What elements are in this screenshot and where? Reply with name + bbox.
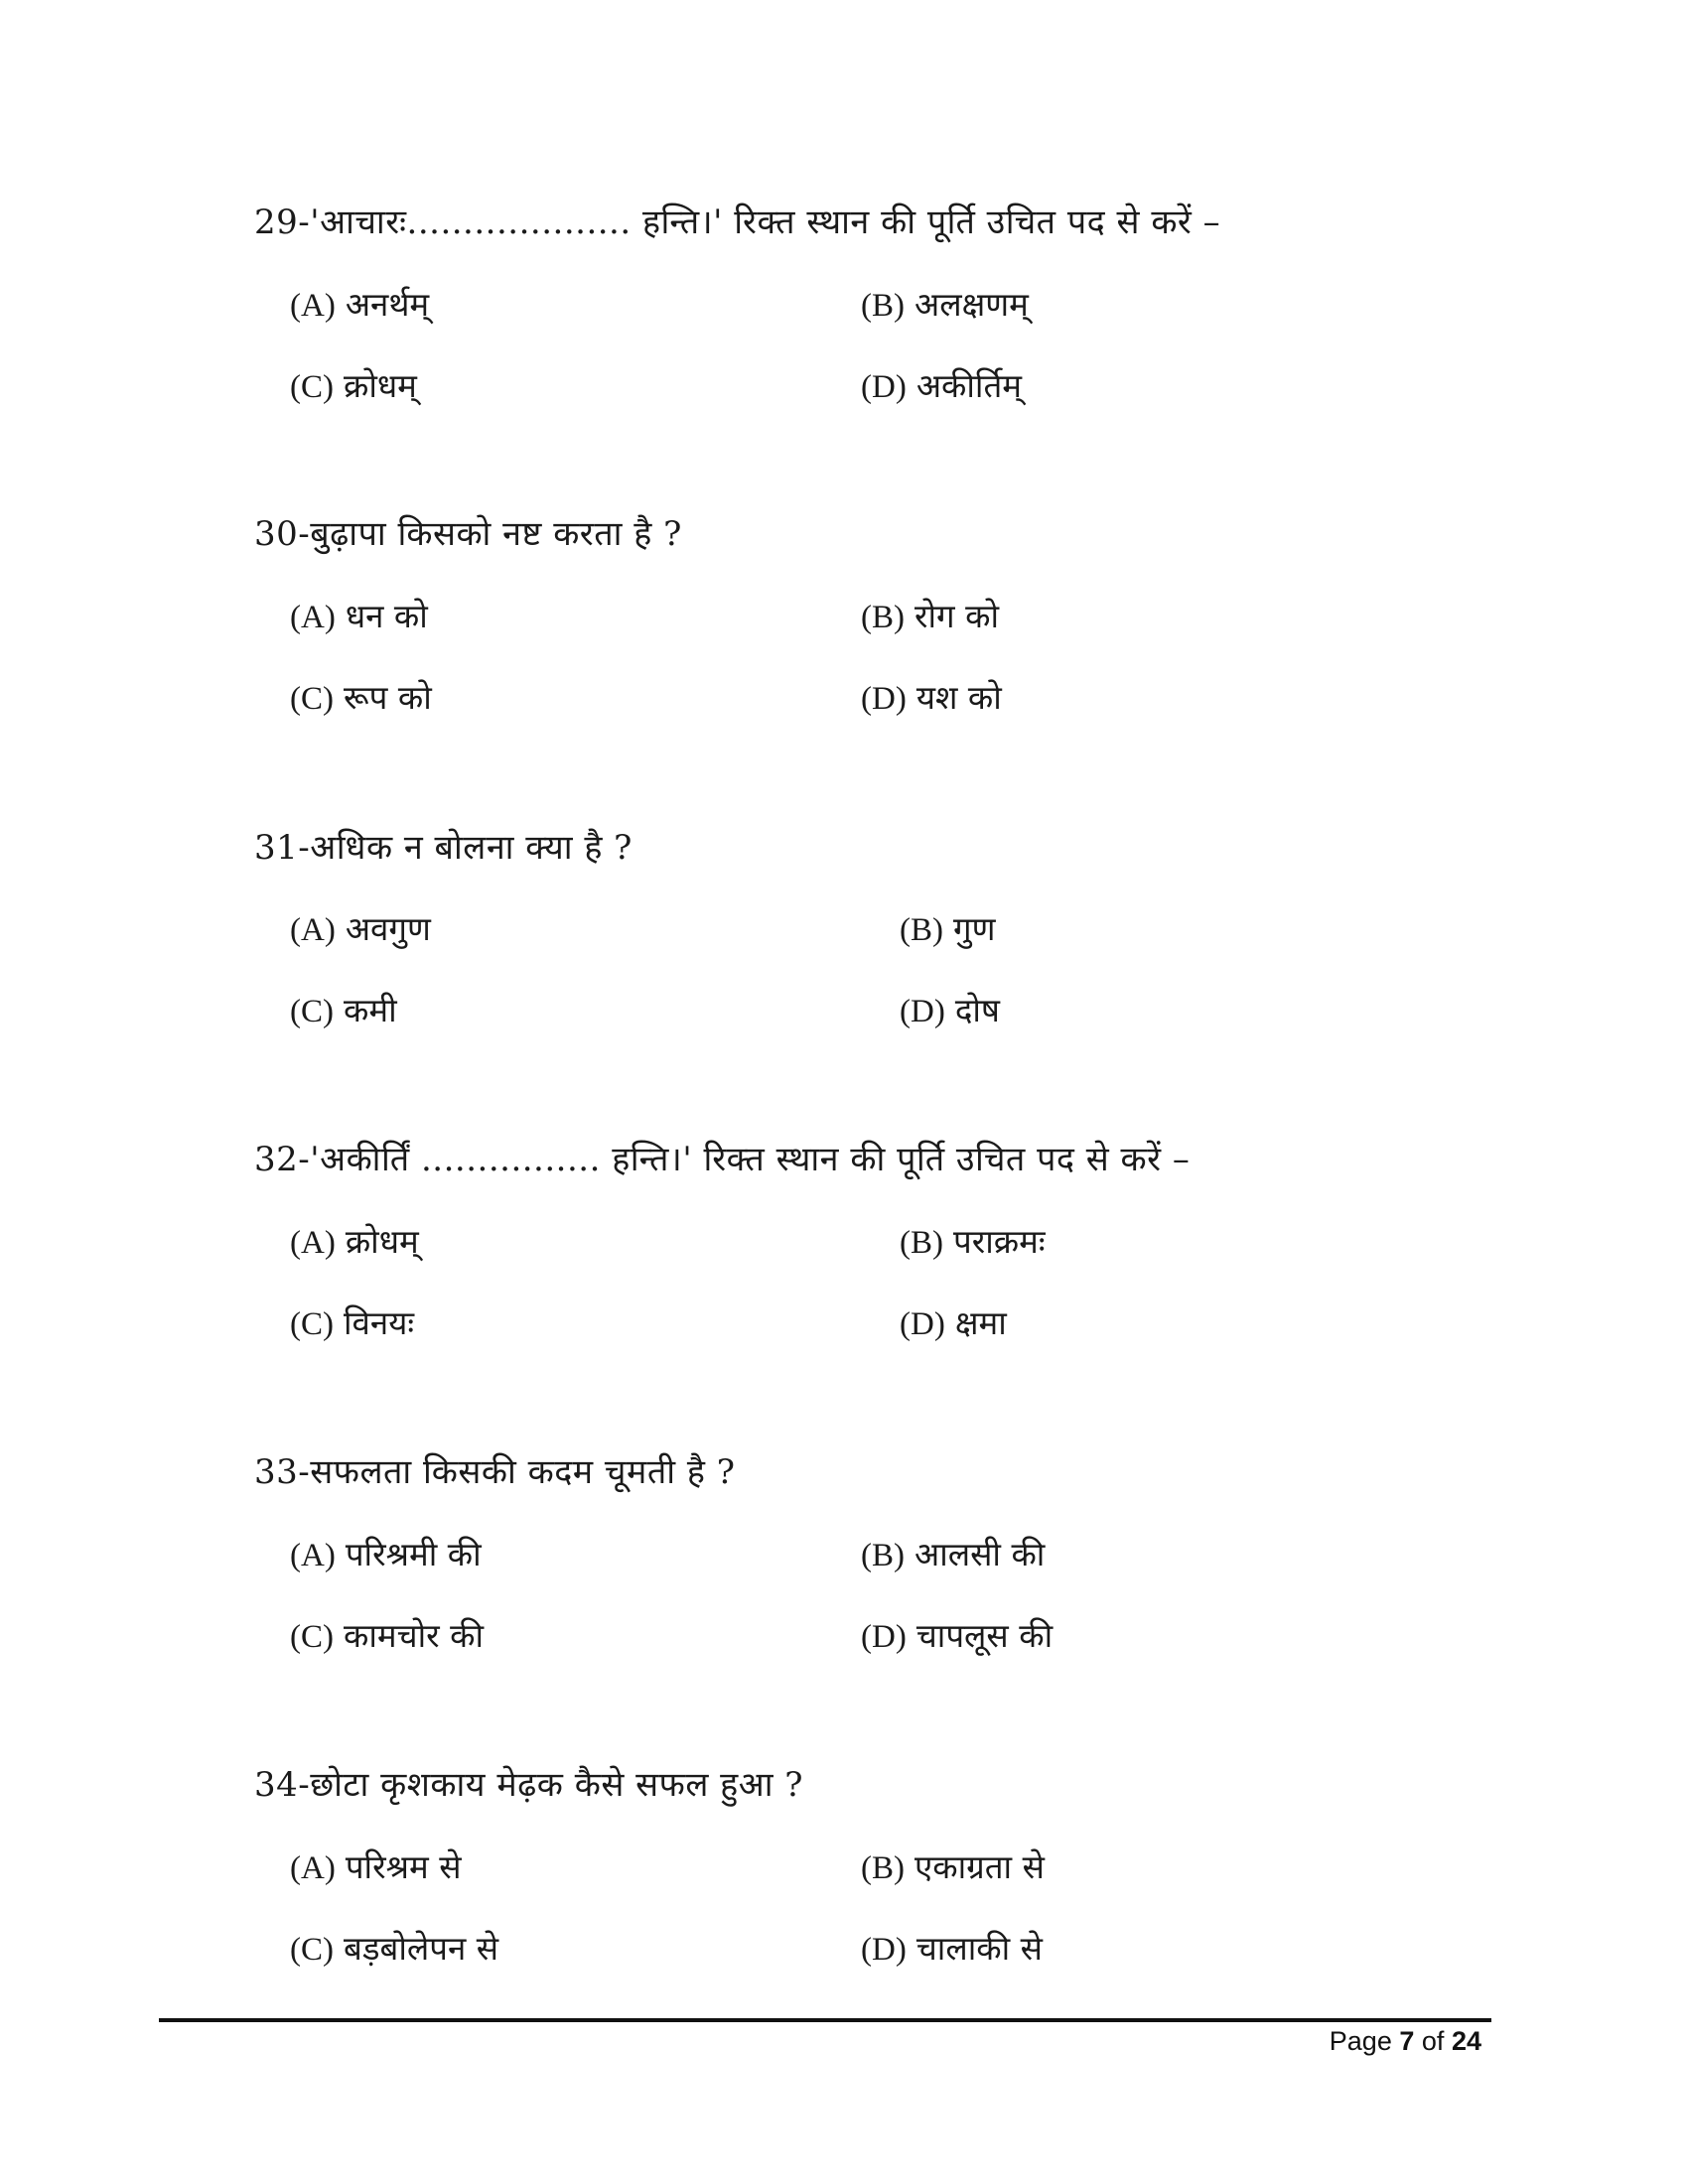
option-b [861, 595, 999, 639]
option-c [290, 364, 417, 409]
option-a [290, 1533, 482, 1577]
option-label: (A) [290, 1225, 336, 1261]
option-text: रोग को [914, 597, 1000, 635]
option-text: अलक्षणम् [914, 285, 1029, 324]
option-text: बड़बोलेपन से [344, 1929, 499, 1968]
option-text: चापलूस की [915, 1616, 1054, 1655]
option-label: (B) [900, 912, 943, 948]
option-b [861, 283, 1029, 328]
option-c [290, 676, 432, 721]
option-text: अनर्थम् [345, 285, 430, 324]
option-label: (C) [290, 369, 334, 405]
page-of: of [1421, 2026, 1445, 2056]
option-label: (D) [900, 1306, 945, 1342]
option-text: परिश्रमी की [345, 1535, 482, 1573]
question-text: 33-सफलता किसकी कदम चूमती है ? [254, 1452, 736, 1492]
option-label: (B) [861, 1538, 905, 1573]
option-text: अकीर्तिम् [915, 366, 1023, 405]
option-a [290, 283, 429, 328]
page-prefix: Page [1329, 2026, 1392, 2056]
option-a [290, 1845, 462, 1890]
option-text: गुण [953, 909, 996, 948]
option-a [290, 595, 428, 639]
question-text: 31-अधिक न बोलना क्या है ? [254, 828, 633, 868]
option-d [861, 1927, 1043, 1972]
page-number [1330, 2023, 1481, 2059]
option-label: (A) [290, 1850, 336, 1886]
option-text: धन को [345, 597, 428, 635]
option-a [290, 1220, 419, 1265]
option-c [290, 989, 397, 1033]
option-text: पराक्रमः [953, 1222, 1046, 1261]
option-label: (B) [900, 1225, 943, 1261]
option-label: (D) [900, 994, 945, 1029]
option-text: परिश्रम से [345, 1847, 462, 1886]
option-c [290, 1301, 414, 1346]
option-label: (A) [290, 288, 336, 324]
option-d [861, 364, 1022, 409]
question-33 [254, 1450, 1495, 1494]
option-label: (C) [290, 681, 334, 717]
option-text: एकाग्रता से [914, 1847, 1045, 1886]
option-c [290, 1927, 498, 1972]
option-label: (D) [861, 369, 907, 405]
option-a [290, 907, 431, 952]
option-text: आलसी की [914, 1535, 1046, 1573]
option-label: (B) [861, 288, 905, 324]
option-label: (D) [861, 1932, 907, 1968]
option-label: (C) [290, 994, 334, 1029]
question-32 [254, 1138, 1495, 1181]
question-34 [254, 1763, 1495, 1807]
option-label: (C) [290, 1619, 334, 1655]
option-text: यश को [915, 678, 1002, 717]
question-text: 32-'अकीर्तिं ................ हन्ति।' रिक्त स्थान की पूर्ति उचित पद से करें – [254, 1140, 1191, 1179]
option-b [900, 1220, 1046, 1265]
option-d [900, 1301, 1007, 1346]
option-text: क्रोधम् [345, 1222, 419, 1261]
option-text: चालाकी से [915, 1929, 1043, 1968]
option-text: कमी [344, 991, 397, 1029]
option-label: (C) [290, 1306, 334, 1342]
option-text: कामचोर की [344, 1616, 485, 1655]
option-b [861, 1845, 1045, 1890]
option-d [861, 1614, 1053, 1659]
option-b [900, 907, 995, 952]
option-text: विनयः [344, 1303, 415, 1342]
option-text: क्रोधम् [344, 366, 417, 405]
question-text: 29-'आचारः.................... हन्ति।' रिक्त स्थान की पूर्ति उचित पद से करें – [254, 203, 1221, 242]
question-31 [254, 826, 1495, 870]
option-text: अवगुण [345, 909, 431, 948]
option-label: (D) [861, 681, 907, 717]
option-c [290, 1614, 484, 1659]
page-current: 7 [1399, 2026, 1415, 2056]
option-text: दोष [954, 991, 1000, 1029]
option-text: क्षमा [954, 1303, 1007, 1342]
option-label: (B) [861, 600, 905, 635]
option-b [861, 1533, 1045, 1577]
option-label: (D) [861, 1619, 907, 1655]
question-30 [254, 512, 1495, 556]
question-text: 34-छोटा कृशकाय मेढ़क कैसे सफल हुआ ? [254, 1765, 804, 1805]
footer-rule [159, 2018, 1491, 2022]
page-total: 24 [1451, 2026, 1481, 2056]
option-label: (B) [861, 1850, 905, 1886]
option-label: (A) [290, 1538, 336, 1573]
option-d [861, 676, 1002, 721]
option-label: (A) [290, 600, 336, 635]
option-label: (A) [290, 912, 336, 948]
option-text: रूप को [344, 678, 432, 717]
question-text: 30-बुढ़ापा किसको नष्ट करता है ? [254, 514, 682, 554]
question-29 [254, 201, 1495, 244]
option-d [900, 989, 1000, 1033]
option-label: (C) [290, 1932, 334, 1968]
